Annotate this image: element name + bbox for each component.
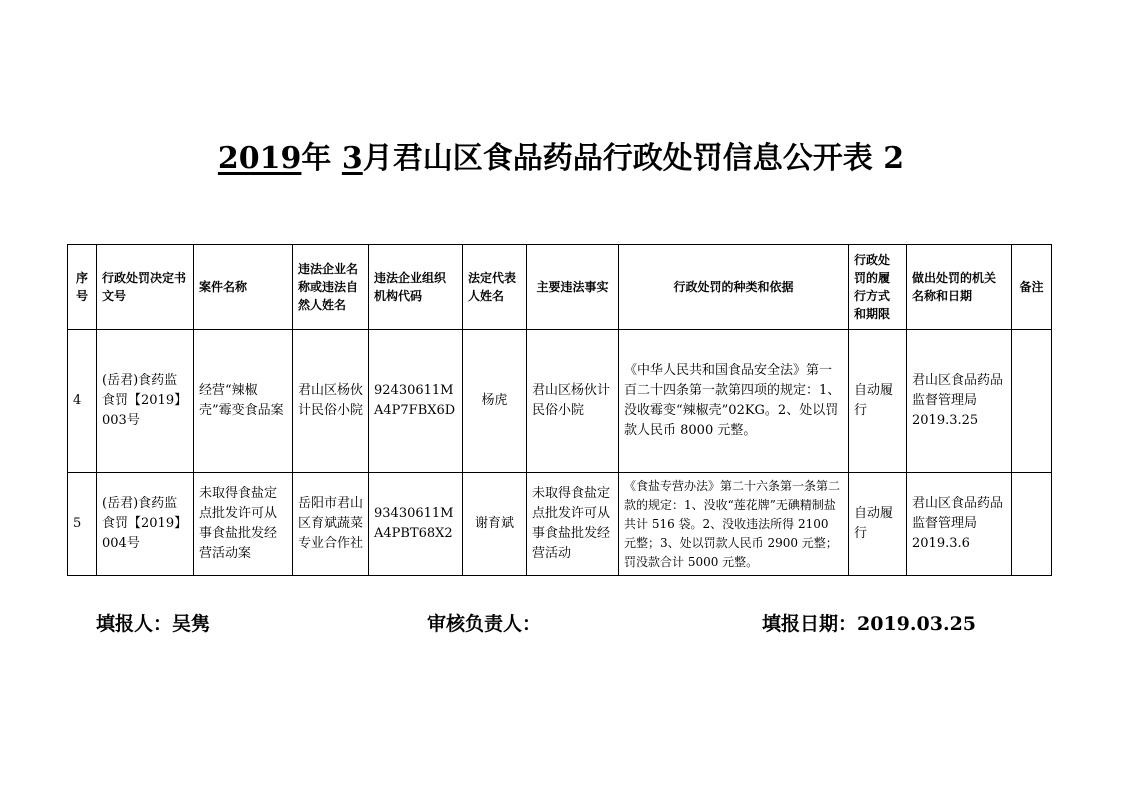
title-month: 3 (341, 141, 363, 176)
cell-org-code: 93430611MA4PBT68X2 (369, 473, 463, 576)
cell-penalty: 《食盐专营办法》第二十六条第一条第二款的规定：1、没收“莲花牌”无碘精制盐共计 516 袋。2、没收违法所得 2100 元整；3、处以罚款人民币 2900 元整；罚没款合计 5000 元整。 (619, 473, 849, 576)
title-year-suffix: 年 (301, 141, 342, 176)
table-row (68, 330, 1052, 473)
cell-seq: 4 (68, 330, 97, 473)
date-value: 2019.03.25 (857, 613, 977, 635)
header-authority: 做出处罚的机关名称和日期 (907, 245, 1012, 330)
title-year: 2019 (217, 141, 302, 176)
cell-legal-rep: 谢育斌 (463, 473, 527, 576)
cell-remark (1012, 473, 1052, 576)
cell-authority: 君山区食品药品监督管理局 2019.3.25 (907, 330, 1012, 473)
table-header-row (68, 245, 1052, 330)
table-row (68, 473, 1052, 576)
cell-facts: 君山区杨伙计民俗小院 (527, 330, 619, 473)
header-facts: 主要违法事实 (527, 245, 619, 330)
cell-doc-no: (岳君)食药监食罚【2019】004号 (97, 473, 194, 576)
header-doc-no: 行政处罚决定书文号 (97, 245, 194, 330)
header-legal-rep: 法定代表人姓名 (463, 245, 527, 330)
header-penalty: 行政处罚的种类和依据 (619, 245, 849, 330)
cell-penalty: 《中华人民共和国食品安全法》第一百二十四条第一款第四项的规定：1、没收霉变“辣椒壳”02KG。2、处以罚款人民币 8000 元整。 (619, 330, 849, 473)
date-label: 填报日期： (762, 613, 858, 635)
cell-entity: 岳阳市君山区育斌蔬菜专业合作社 (293, 473, 369, 576)
header-remark: 备注 (1012, 245, 1052, 330)
cell-legal-rep: 杨虎 (463, 330, 527, 473)
page-title (0, 133, 1122, 177)
cell-authority: 君山区食品药品监督管理局 2019.3.6 (907, 473, 1012, 576)
cell-doc-no: (岳君)食药监食罚【2019】003号 (97, 330, 194, 473)
footer-reviewer (427, 609, 541, 636)
cell-case-name: 未取得食盐定点批发许可从事食盐批发经营活动案 (194, 473, 293, 576)
header-org-code: 违法企业组织机构代码 (369, 245, 463, 330)
cell-method: 自动履行 (849, 330, 907, 473)
cell-case-name: 经营“辣椒壳”霉变食品案 (194, 330, 293, 473)
cell-seq: 5 (68, 473, 97, 576)
filler-label: 填报人： (96, 613, 173, 635)
header-entity: 违法企业名称或违法自然人姓名 (293, 245, 369, 330)
footer-date (762, 609, 976, 636)
filler-name: 吴隽 (172, 613, 211, 635)
title-rest: 月君山区食品药品行政处罚信息公开表 2 (362, 141, 905, 176)
cell-entity: 君山区杨伙计民俗小院 (293, 330, 369, 473)
header-method: 行政处罚的履行方式和期限 (849, 245, 907, 330)
footer-filler (96, 609, 210, 636)
penalty-table (67, 244, 1052, 576)
cell-remark (1012, 330, 1052, 473)
reviewer-label: 审核负责人： (427, 613, 542, 635)
cell-method: 自动履行 (849, 473, 907, 576)
header-seq: 序号 (68, 245, 97, 330)
cell-org-code: 92430611MA4P7FBX6D (369, 330, 463, 473)
header-case-name: 案件名称 (194, 245, 293, 330)
cell-facts: 未取得食盐定点批发许可从事食盐批发经营活动 (527, 473, 619, 576)
